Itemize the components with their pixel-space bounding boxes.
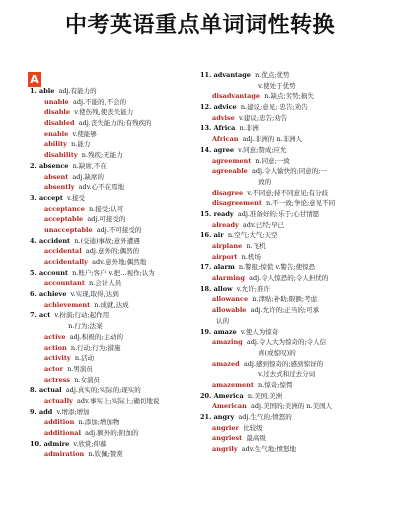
vocab-line — [200, 220, 400, 231]
vocab-definition: n.行动;行为;措施 — [70, 343, 121, 352]
vocab-definition: adv.生气地;愤怒地 — [241, 445, 296, 454]
vocab-definition: n.飞机 — [246, 242, 266, 250]
vocab-line — [30, 385, 200, 396]
vocab-word: ability — [44, 140, 67, 149]
vocab-word: angriest — [212, 434, 243, 443]
vocab-word: 11. advantage — [200, 71, 251, 79]
vocab-word: accidentally — [44, 258, 88, 266]
vocab-word: 12. advice — [200, 103, 237, 112]
vocab-word: 1. able — [30, 87, 55, 95]
vocab-line — [30, 321, 200, 332]
vocab-definition: adj.令人惊恐的;令人担忧的 — [249, 274, 329, 283]
vocab-definition: v.同意;赞成;应允 — [238, 145, 287, 154]
vocab-word: actor — [44, 364, 63, 373]
vocab-word: advise — [212, 113, 235, 122]
vocab-line — [30, 107, 200, 118]
vocab-line — [200, 412, 400, 423]
vocab-definition: adj.令人大为惊奇的;令人信 — [246, 338, 327, 347]
vocab-definition: n.警报;惊慌 v.警告;使惊恐 — [238, 263, 316, 272]
vocab-line — [30, 428, 200, 439]
vocab-line — [200, 316, 400, 327]
vocab-line — [200, 401, 400, 412]
vocab-line — [30, 268, 200, 279]
vocab-line — [200, 327, 400, 338]
vocab-line — [200, 81, 400, 92]
vocab-word: unable — [44, 97, 69, 106]
vocab-line — [200, 391, 400, 402]
vocab-definition: n.空气;大气;天空 — [227, 231, 278, 240]
vocab-word: 19. amaze — [200, 327, 237, 336]
vocab-word: 7. act — [30, 311, 51, 320]
vocab-line — [200, 369, 400, 380]
vocab-word: 21. angry — [200, 413, 235, 421]
vocab-definition: adj.美国的;美洲的 n.美国人 — [251, 402, 333, 411]
vocab-word: disagree — [212, 188, 244, 197]
vocab-word: airport — [212, 252, 238, 261]
vocab-definition: n.(交通)事故;意外遭遇 — [74, 236, 140, 245]
vocab-word: African — [212, 135, 239, 144]
vocab-word: actress — [44, 375, 71, 384]
vocab-definition: adj.积极的;主动的 — [69, 332, 124, 341]
vocab-definition: n.男演员 — [67, 364, 93, 373]
vocab-definition: n.残疾;无能力 — [81, 151, 123, 160]
vocab-definition: v.过去式和过去分词 — [258, 370, 316, 379]
vocab-line — [30, 236, 200, 247]
vocab-line — [200, 305, 400, 316]
vocab-line — [200, 444, 400, 455]
vocab-line — [30, 332, 200, 343]
vocab-word: 4. accident — [30, 236, 71, 245]
vocab-word: active — [44, 332, 66, 341]
vocab-line — [30, 407, 200, 418]
vocab-word: amazing — [212, 338, 243, 347]
vocab-definition: n.接受;认可 — [88, 204, 124, 213]
vocab-line — [30, 417, 200, 428]
vocab-line — [200, 166, 400, 177]
vocab-definition: n.建议;意见; 忠告;劝告 — [240, 103, 308, 112]
vocab-word: amazed — [212, 359, 240, 368]
vocab-definition: 认的 — [216, 316, 230, 325]
vocab-definition: v.使人为惊奇 — [240, 327, 279, 336]
vocab-line — [30, 225, 200, 236]
vocab-word: 16. air — [200, 231, 224, 240]
vocab-definition: adv.事实上;实际上;确切地说 — [76, 396, 160, 405]
vocab-definition: n.津贴;补助;限额;考虑 — [252, 295, 318, 304]
vocab-line — [200, 198, 400, 209]
vocab-line — [30, 310, 200, 321]
vocab-definition: adj.丧失能力的;有残疾的 — [78, 119, 152, 128]
vocab-line — [200, 102, 400, 113]
vocab-definition: n.缺点;劣势;损失 — [264, 92, 314, 101]
vocab-word: 6. achieve — [30, 290, 67, 299]
vocab-word: unacceptable — [44, 225, 93, 234]
vocab-word: addition — [44, 418, 75, 427]
vocab-line — [200, 433, 400, 444]
vocab-word: 8. actual — [30, 386, 62, 395]
vocab-word: activity — [44, 354, 71, 363]
vocab-word: admiration — [44, 450, 85, 459]
vocab-line — [30, 182, 200, 193]
vocab-definition: n.缺席,不在 — [72, 161, 107, 170]
vocab-line — [200, 294, 400, 305]
vocab-word: 14. agree — [200, 145, 235, 154]
vocab-word: allowance — [212, 295, 249, 304]
vocab-word: airplane — [212, 242, 243, 250]
vocab-definition: n.优点;优势 — [255, 71, 290, 79]
vocab-line — [30, 396, 200, 407]
vocab-word: action — [44, 343, 67, 352]
vocab-line — [30, 150, 200, 161]
vocab-word: 20. America — [200, 391, 244, 400]
vocab-word: accidental — [44, 247, 82, 256]
vocab-line — [30, 364, 200, 375]
vocab-word: acceptance — [44, 204, 85, 213]
vocab-word: disable — [44, 108, 71, 117]
vocab-line — [30, 86, 200, 97]
vocab-definition: v.允许;准许 — [236, 284, 270, 293]
vocab-definition: adj.不能的,不会的 — [72, 97, 127, 106]
vocab-definition: adj.允许的;正当的;可承 — [250, 306, 320, 315]
left-column — [30, 86, 200, 460]
vocab-line — [200, 156, 400, 167]
vocab-word: 17. alarm — [200, 263, 235, 272]
vocab-definition: v.不同意;持不同意见;有分歧 — [247, 188, 329, 197]
vocab-word: disadvantage — [212, 92, 261, 101]
vocab-line — [200, 230, 400, 241]
vocab-word: agreement — [212, 156, 252, 165]
vocab-line — [30, 204, 200, 215]
vocab-word: achievement — [44, 300, 91, 309]
vocab-definition: v.使处于优势 — [258, 81, 296, 90]
vocab-word: disability — [44, 151, 78, 160]
vocab-line — [30, 257, 200, 268]
vocab-line — [200, 145, 400, 156]
vocab-definition: n.美国,美洲 — [247, 391, 283, 400]
vocab-line — [30, 118, 200, 129]
vocab-definition: adj.不可接受的 — [96, 225, 142, 234]
vocab-line — [30, 214, 200, 225]
vocab-word: accountant — [44, 279, 85, 288]
vocab-definition: adj.意外的;偶然的 — [85, 247, 140, 256]
vocab-line — [30, 289, 200, 300]
vocab-line — [200, 209, 400, 220]
vocab-word: absent — [44, 172, 69, 181]
vocab-line — [200, 273, 400, 284]
vocab-line — [200, 423, 400, 434]
vocab-definition: adj.有能力的 — [58, 87, 97, 95]
vocab-word: 2. absence — [30, 161, 69, 170]
vocab-line — [30, 97, 200, 108]
vocab-definition: v.使伤残,使丧失能力 — [74, 108, 134, 117]
vocab-line — [30, 278, 200, 289]
vocab-definition: n.钦佩;赞赏 — [88, 450, 123, 459]
vocab-definition: n.惊奇;惊愕 — [258, 380, 293, 389]
vocab-line — [30, 343, 200, 354]
vocab-definition: 致的 — [258, 177, 272, 186]
vocab-definition: n.不一致;争论;意见不同 — [266, 199, 336, 208]
vocab-definition: adv.意外地;偶然地 — [92, 258, 147, 266]
vocab-definition: adj.可接受的 — [87, 215, 126, 224]
vocab-definition: n.成就,达成 — [94, 300, 129, 309]
vocab-definition: v.实现,取得,达到 — [70, 290, 119, 299]
vocab-definition: v.接受 — [67, 193, 85, 202]
vocab-line — [200, 348, 400, 359]
vocab-line — [30, 439, 200, 450]
vocab-line — [200, 337, 400, 348]
vocab-line — [200, 188, 400, 199]
vocab-line — [30, 353, 200, 364]
vocab-line — [30, 129, 200, 140]
vocab-definition: 比较级 — [243, 423, 263, 432]
vocab-line — [200, 359, 400, 370]
vocab-definition: n.账户;客户 v.把…视作;认为 — [72, 268, 155, 277]
vocab-line — [30, 161, 200, 172]
vocab-line — [200, 262, 400, 273]
vocab-definition: n.添加;增加物 — [78, 418, 120, 427]
vocab-line — [200, 123, 400, 134]
vocab-definition: adj.感到惊奇的;感到惊讶的 — [243, 359, 324, 368]
vocab-word: 15. ready — [200, 209, 234, 218]
vocab-definition: n.会计人员 — [89, 279, 122, 288]
vocab-word: 18. allow — [200, 284, 233, 293]
vocab-line — [200, 91, 400, 102]
vocab-word: 9. add — [30, 407, 53, 416]
vocab-definition: v.使能够 — [72, 129, 97, 138]
vocab-line — [200, 241, 400, 252]
vocab-word: agreeable — [212, 167, 248, 176]
vocab-word: 10. admire — [30, 439, 70, 448]
vocab-line — [30, 139, 200, 150]
vocab-definition: v.增添;增加 — [56, 407, 90, 416]
vocab-word: amazement — [212, 380, 254, 389]
vocab-definition: adj.真实的;实际的;现实的 — [65, 386, 141, 395]
vocab-definition: v.欣赏;仰慕 — [73, 439, 107, 448]
vocab-line — [30, 172, 200, 183]
vocab-definition: adv.心不在焉地 — [78, 183, 125, 192]
section-letter-badge: A — [28, 72, 41, 87]
vocab-definition: adj.额外的;附加的 — [85, 429, 139, 437]
vocab-word: 3. accept — [30, 193, 63, 202]
vocab-definition: adj.准备好的;乐于;心甘情愿 — [237, 209, 320, 218]
vocab-definition: adj.非洲的 n.非洲人 — [242, 135, 303, 144]
vocab-definition: v.建议;忠告;劝告 — [238, 113, 288, 122]
vocab-word: acceptable — [44, 215, 84, 224]
vocab-definition: 最高级 — [246, 434, 266, 443]
vocab-line — [200, 134, 400, 145]
vocab-definition: n.活动 — [74, 354, 95, 363]
vocab-line — [30, 449, 200, 460]
vocab-word: alarming — [212, 274, 245, 283]
vocab-line — [200, 177, 400, 188]
vocab-definition: adj.生气的;愤怒的 — [238, 413, 292, 421]
vocab-word: enable — [44, 129, 69, 138]
vocab-line — [200, 284, 400, 295]
vocab-word: actually — [44, 396, 73, 405]
vocab-word: already — [212, 220, 239, 229]
vocab-definition: 喜(或惊叹)的 — [258, 348, 296, 357]
vocab-word: absently — [44, 183, 75, 192]
vocab-definition: adj.缺席的 — [72, 172, 105, 181]
vocab-line — [30, 300, 200, 311]
page-title: 中考英语重点单词词性转换 — [64, 13, 335, 38]
vocab-line — [30, 375, 200, 386]
right-column — [200, 70, 400, 455]
vocab-line — [30, 246, 200, 257]
vocab-line — [200, 70, 400, 81]
vocab-definition: n.机场 — [241, 252, 261, 261]
vocab-definition: n.行为;法案 — [68, 322, 103, 331]
vocab-word: disabled — [44, 119, 75, 128]
vocab-line — [200, 252, 400, 263]
vocab-definition: adv.已经;早已 — [242, 220, 285, 229]
vocab-definition: adj.令人愉快的;同意的;一 — [251, 167, 327, 176]
vocab-line — [200, 380, 400, 391]
vocab-word: angrily — [212, 445, 238, 454]
vocab-line — [200, 113, 400, 124]
vocab-word: American — [212, 402, 247, 411]
vocab-word: 5. account — [30, 268, 68, 277]
vocab-word: allowable — [212, 306, 247, 315]
vocab-definition: n.非洲 — [239, 124, 259, 133]
vocab-word: angrier — [212, 423, 239, 432]
vocab-word: 13. Africa — [200, 124, 236, 133]
vocab-definition: n.同意;一致 — [255, 156, 290, 165]
vocab-word: disagreement — [212, 199, 262, 208]
vocab-word: additional — [44, 429, 81, 437]
vocab-definition: n.能力 — [71, 140, 91, 149]
vocab-definition: v.扮演;行动;起作用 — [54, 311, 110, 320]
vocab-definition: n.女演员 — [74, 375, 100, 384]
vocab-line — [30, 193, 200, 204]
